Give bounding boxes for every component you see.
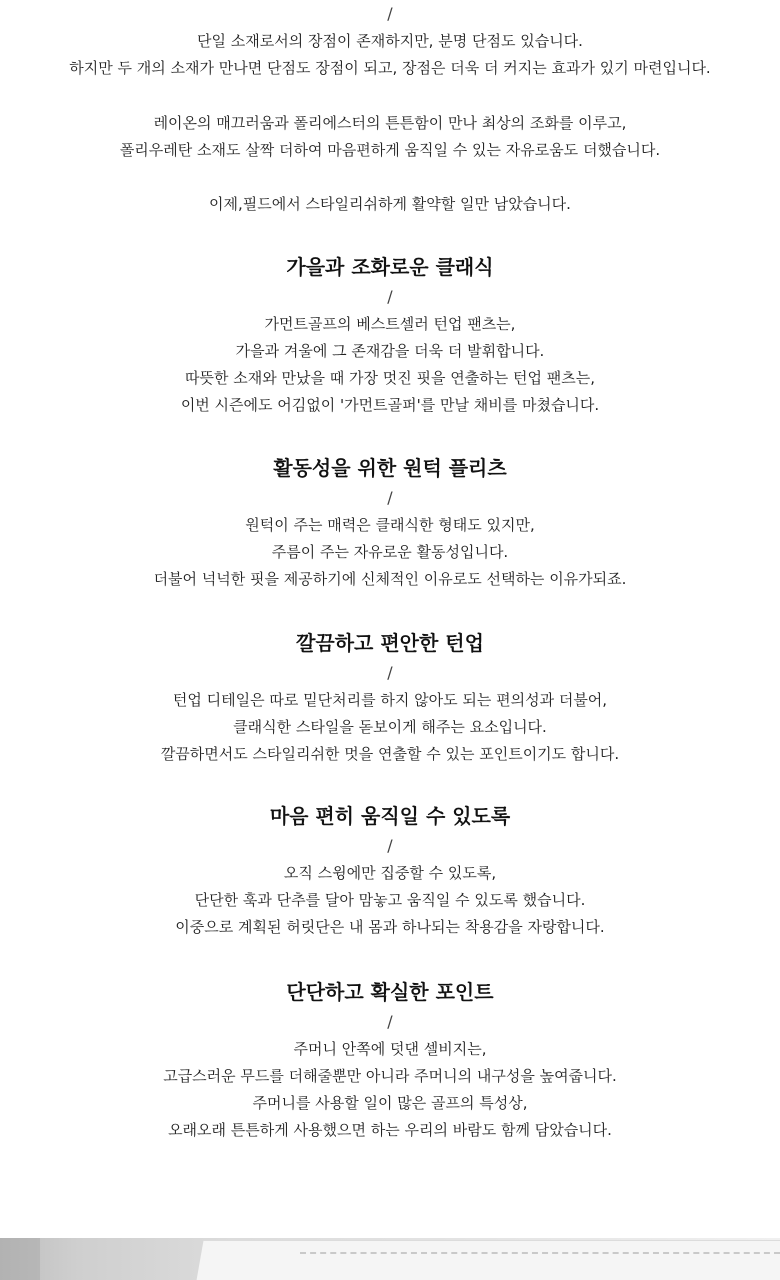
section-title: 마음 편히 움직일 수 있도록 [269, 804, 511, 828]
divider-slash: / [387, 287, 393, 306]
section-line: 고급스러운 무드를 더해줄뿐만 아니라 주머니의 내구성을 높여줍니다. [163, 1067, 617, 1085]
product-photo [0, 1238, 780, 1280]
section-line: 턴업 디테일은 따로 밑단처리를 하지 않아도 되는 편의성과 더불어, [172, 691, 608, 709]
intro-line: 하지만 두 개의 소재가 만나면 단점도 장점이 되고, 장점은 더욱 더 커지는 효과가 있기 마련입니다. [69, 59, 711, 77]
section-line: 깔끔하면서도 스타일리쉬한 멋을 연출할 수 있는 포인트이기도 합니다. [160, 745, 620, 763]
section-line: 클래식한 스타일을 돋보이게 해주는 요소입니다. [233, 718, 547, 736]
photo-shadow [0, 1238, 40, 1280]
section-line: 오직 스윙에만 집중할 수 있도록, [283, 864, 497, 882]
section-line: 주머니를 사용할 일이 많은 골프의 특성상, [252, 1094, 528, 1112]
section-line: 원턱이 주는 매력은 클래식한 형태도 있지만, [245, 516, 535, 534]
section-line: 오래오래 튼튼하게 사용했으면 하는 우리의 바람도 함께 담았습니다. [168, 1121, 612, 1139]
section-title: 활동성을 위한 원턱 플리츠 [273, 456, 507, 480]
section-line: 주머니 안쪽에 덧댄 셀비지는, [293, 1040, 487, 1058]
divider-slash: / [387, 836, 393, 855]
intro-line: 단일 소재로서의 장점이 존재하지만, 분명 단점도 있습니다. [197, 32, 583, 50]
section-line: 더불어 넉넉한 핏을 제공하기에 신체적인 이유로도 선택하는 이유가되죠. [153, 570, 627, 588]
section-title: 깔끔하고 편안한 턴업 [296, 631, 484, 655]
intro-line: 레이온의 매끄러움과 폴리에스터의 튼튼함이 만나 최상의 조화를 이루고, [153, 114, 627, 132]
section-line: 주름이 주는 자유로운 활동성입니다. [271, 543, 509, 561]
divider-slash: / [387, 1012, 393, 1031]
section-line: 이번 시즌에도 어김없이 '가먼트골퍼'를 만날 채비를 마쳤습니다. [180, 396, 600, 414]
divider-slash: / [387, 4, 393, 23]
section-line: 가먼트골프의 베스트셀러 턴업 팬츠는, [264, 315, 516, 333]
intro-line: 이제,필드에서 스타일리쉬하게 활약할 일만 남았습니다. [209, 195, 571, 213]
section-line: 따뜻한 소재와 만났을 때 가장 멋진 핏을 연출하는 턴업 팬츠는, [185, 369, 595, 387]
section-title: 가을과 조화로운 클래식 [286, 255, 494, 279]
fabric-stitching [300, 1252, 780, 1254]
divider-slash: / [387, 488, 393, 507]
section-line: 단단한 훅과 단추를 달아 맘놓고 움직일 수 있도록 했습니다. [194, 891, 586, 909]
divider-slash: / [387, 663, 393, 682]
section-line: 가을과 겨울에 그 존재감을 더욱 더 발휘합니다. [235, 342, 545, 360]
section-title: 단단하고 확실한 포인트 [286, 980, 494, 1004]
intro-line: 폴리우레탄 소재도 살짝 더하여 마음편하게 움직일 수 있는 자유로움도 더했습니다. [119, 141, 661, 159]
section-line: 이중으로 계획된 허릿단은 내 몸과 하나되는 착용감을 자랑합니다. [175, 918, 605, 936]
fabric-waistband [196, 1240, 780, 1280]
